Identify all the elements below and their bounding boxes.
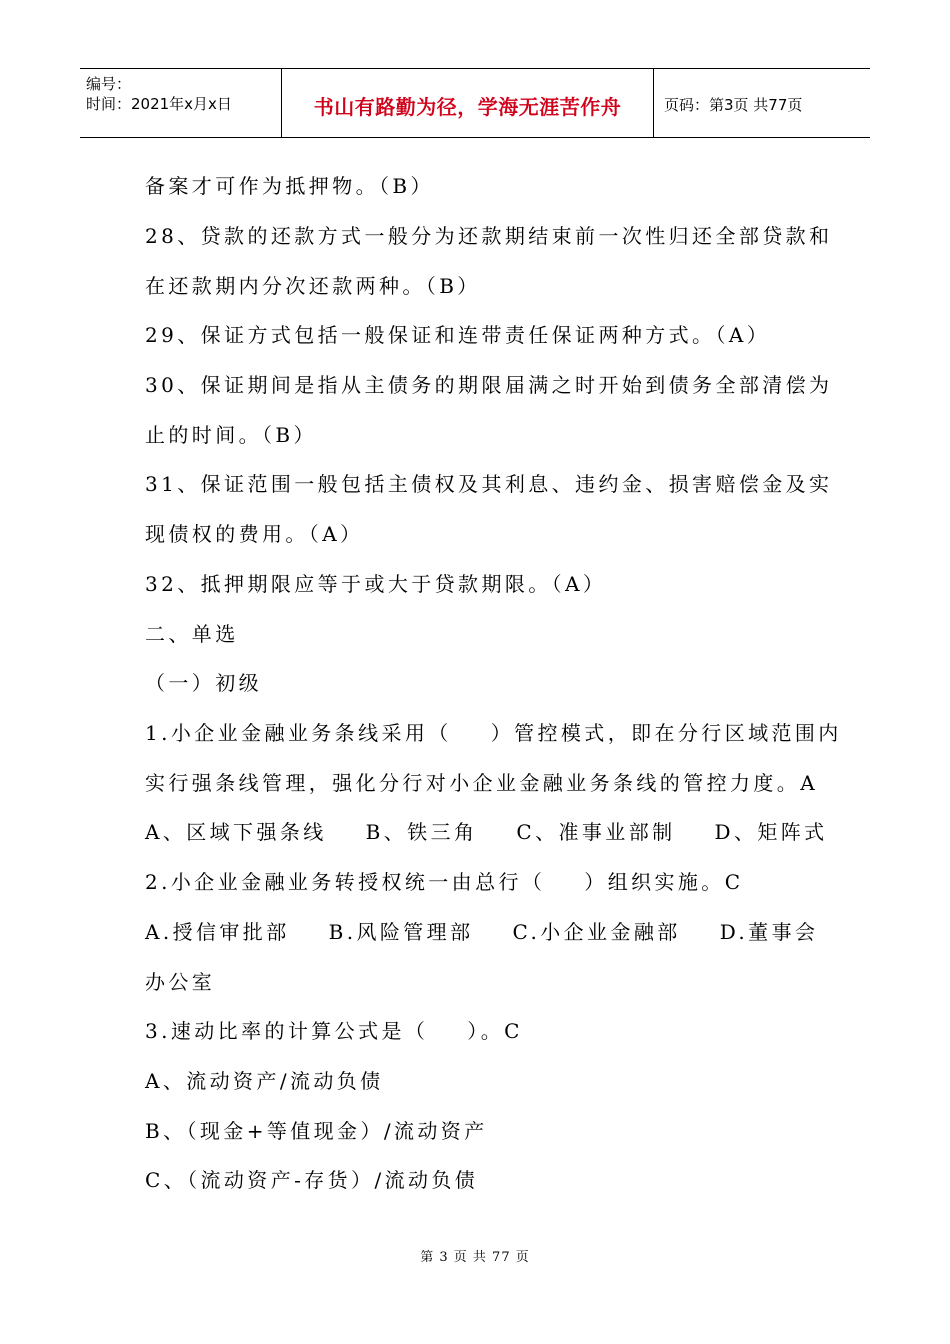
page-footer: 第 3 页 共 77 页: [420, 1250, 530, 1265]
option-line: B、（现金+等值现金）/流动资产: [145, 1119, 488, 1143]
header-page-cell: [654, 69, 870, 137]
body-line: 在还款期内分次还款两种。（B）: [145, 274, 481, 298]
question-line: 2.小企业金融业务转授权统一由总行（ ）组织实施。C: [145, 870, 744, 894]
question-line: 实行强条线管理，强化分行对小企业金融业务条线的管控力度。A: [145, 771, 819, 795]
body-line: 备案才可作为抵押物。（B）: [145, 174, 434, 198]
header-page-info: 页码：第3页 共77页: [664, 96, 803, 114]
header-motto: 书山有路勤为径，学海无涯苦作舟: [313, 95, 622, 119]
document-number-label: 编号：: [86, 75, 132, 93]
header-meta-cell: [80, 69, 282, 137]
option-line: C、（流动资产-存货）/流动负债: [145, 1168, 479, 1192]
document-time-label: 时间：2021年x月x日: [86, 95, 232, 113]
body-line: 29、保证方式包括一般保证和连带责任保证两种方式。（A）: [145, 323, 771, 347]
body-line: 32、抵押期限应等于或大于贷款期限。（A）: [145, 572, 607, 596]
page-header: [80, 68, 870, 138]
body-line: 止的时间。（B）: [145, 423, 317, 447]
question-line: 3.速动比率的计算公式是（ ）。C: [145, 1019, 523, 1043]
body-line: 31、保证范围一般包括主债权及其利息、违约金、损害赔偿金及实: [145, 472, 833, 496]
options-line: 办公室: [145, 970, 216, 994]
subsection-heading: （一）初级: [145, 671, 262, 695]
body-line: 28、贷款的还款方式一般分为还款期结束前一次性归还全部贷款和: [145, 224, 833, 248]
option-line: A、流动资产/流动负债: [145, 1069, 384, 1093]
options-line: A.授信审批部 B.风险管理部 C.小企业金融部 D.董事会: [145, 920, 819, 944]
header-motto-cell: [282, 69, 654, 137]
body-line: 现债权的费用。（A）: [145, 522, 364, 546]
section-heading: 二、单选: [145, 622, 239, 646]
body-line: 30、保证期间是指从主债务的期限届满之时开始到债务全部清偿为: [145, 373, 833, 397]
options-line: A、区域下强条线 B、铁三角 C、准事业部制 D、矩阵式: [145, 820, 828, 844]
question-line: 1.小企业金融业务条线采用（ ）管控模式，即在分行区域范围内: [145, 721, 842, 745]
